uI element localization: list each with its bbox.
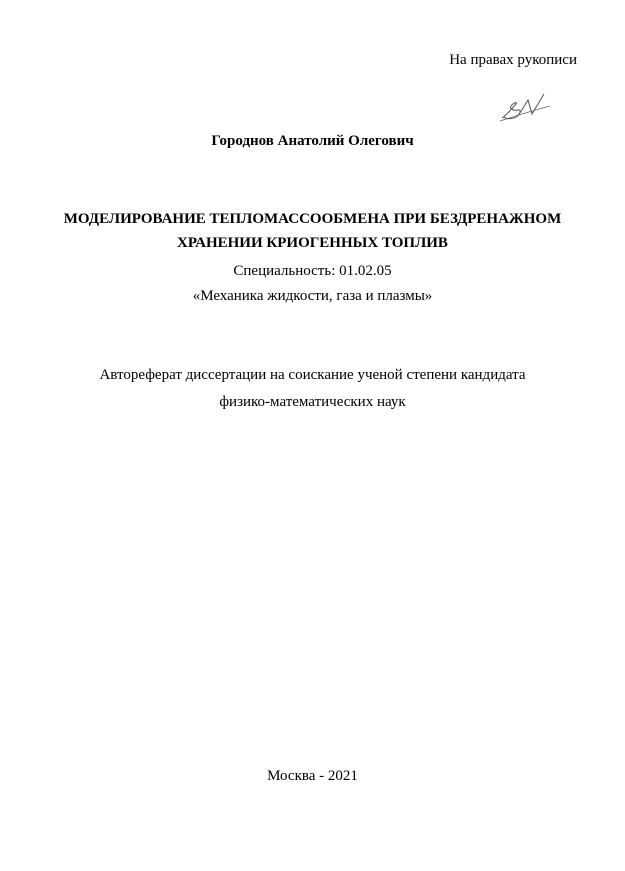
signature-icon (498, 90, 554, 124)
manuscript-note: На правах рукописи (449, 52, 577, 68)
city-year: Москва - 2021 (267, 768, 358, 784)
title-line-2: ХРАНЕНИИ КРИОГЕННЫХ ТОПЛИВ (177, 235, 448, 251)
abstract-line-2: физико-математических наук (219, 394, 406, 410)
author-name: Городнов Анатолий Олегович (211, 133, 414, 149)
title-line-1: МОДЕЛИРОВАНИЕ ТЕПЛОМАССООБМЕНА ПРИ БЕЗДРЕНАЖНОМ (63, 211, 562, 227)
specialty-code: Специальность: 01.02.05 (233, 263, 392, 279)
abstract-line-1: Автореферат диссертации на соискание ученой степени кандидата (99, 367, 526, 383)
specialty-name: «Механика жидкости, газа и плазмы» (192, 288, 433, 304)
